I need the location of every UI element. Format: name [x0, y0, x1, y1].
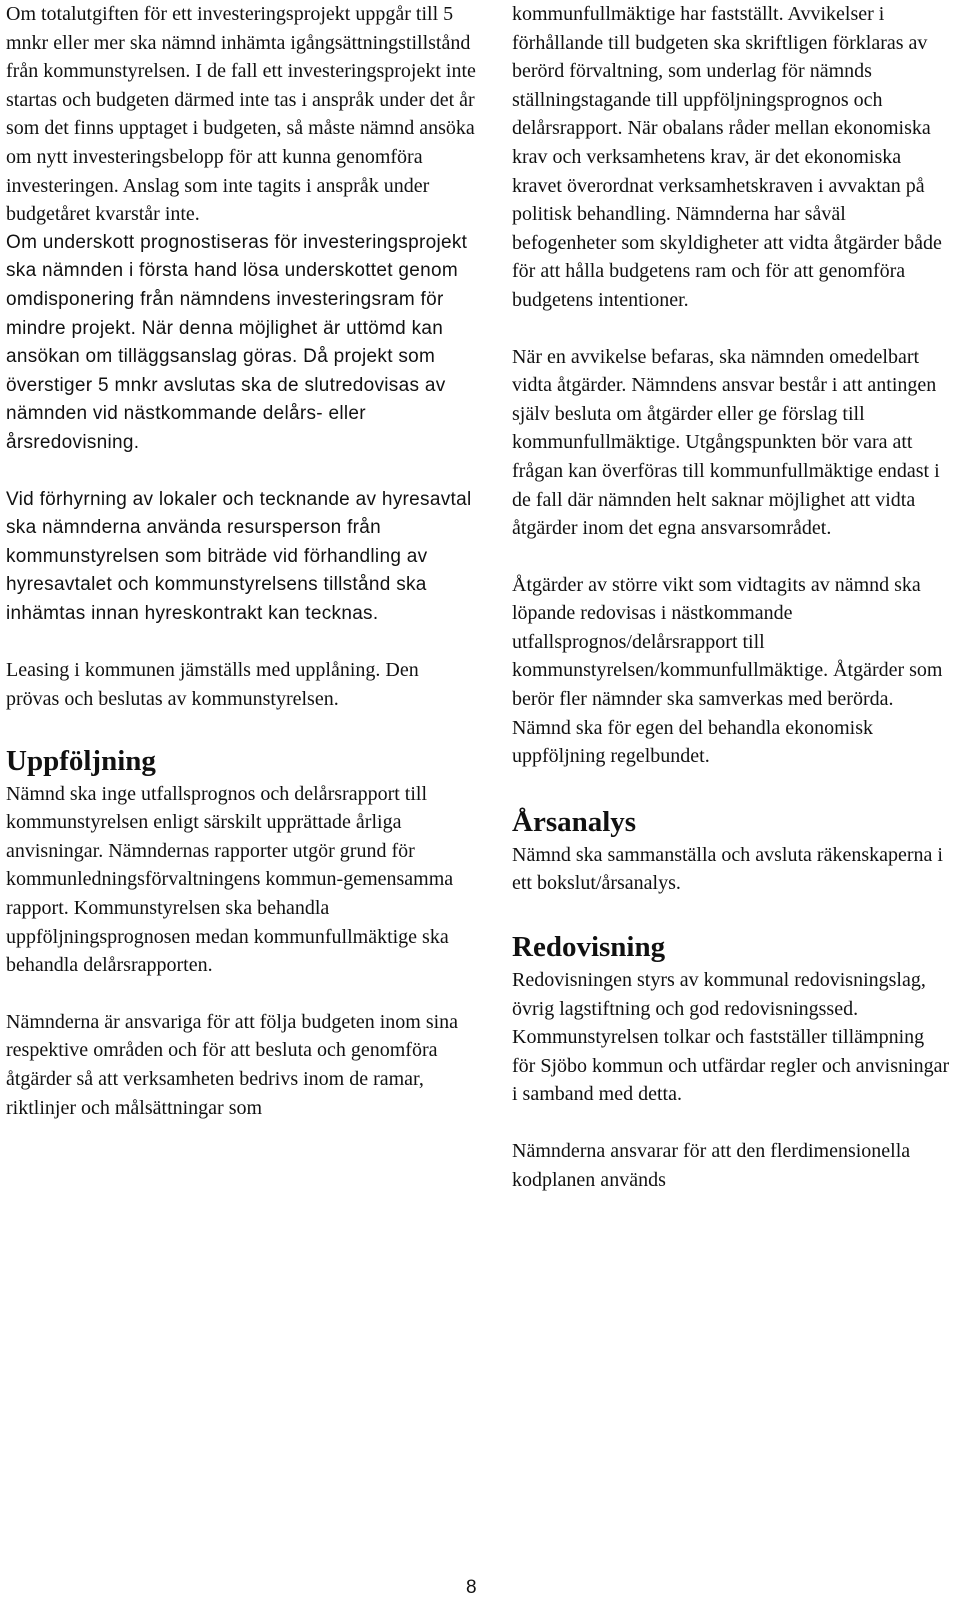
- paragraph-accounting: Redovisningen styrs av kommunal redovisningslag, övrig lagstiftning och god redovisningssed. Kommunstyrelsen tolkar och fastställer tillämpning för Sjöbo kommun och utfärdar regler och anvisningar i samband med detta.: [512, 969, 950, 1106]
- heading-redovisning: Redovisning: [512, 931, 666, 964]
- paragraph-investment-permit: Om totalutgiften för ett investeringsprojekt uppgår till 5 mnkr eller mer ska nämnd inhämta igångsättningstillstånd från kommunstyrelsen. I de fall ett investeringsprojekt inte startas och budgeten därmed inte tas i anspråk under det år som det finns upptaget i budgeten, så måste nämnd ansöka om nytt investeringsbelopp för att kunna genomföra investeringen. Anslag som inte tagits i anspråk under budgetåret kvarstår inte.: [6, 3, 476, 226]
- paragraph-code-plan: Nämnderna ansvarar för att den flerdimensionella kodplanen används: [512, 1140, 911, 1191]
- paragraph-investment-deficit: Om underskott prognostiseras för investeringsprojekt ska nämnden i första hand lösa underskottet genom omdisponering från nämndens investeringsram för mindre projekt. När denna möjlighet är uttömd kan ansökan om tilläggsanslag göras. Då projekt som överstiger 5 mnkr avslutas ska de slutredovisas av nämnden vid nästkommande delårs- eller årsredovisning.: [6, 231, 468, 453]
- paragraph-deviation-measures: När en avvikelse befaras, ska nämnden omedelbart vidta åtgärder. Nämndens ansvar består i att antingen själv besluta om åtgärder eller ge förslag till kommunfullmäktige. Utgångspunkten bör vara att frågan kan överföras till kommunfullmäktige endast i de fall där nämnden helt saknar möjlighet att vidta åtgärder inom det egna ansvarsområdet.: [512, 345, 940, 540]
- paragraph-deviations: kommunfullmäktige har fastställt. Avvikelser i förhållande till budgeten ska skriftligen förklaras av berörd förvaltning, som underlag för nämnds ställningstagande till uppföljningsprognos och delårsrapport. När obalans råder mellan ekonomiska krav och verksamhetens krav, är det ekonomiska kravet överordnat verksamhetskraven i avvaktan på politisk behandling. Nämnderna har såväl befogenheter som skyldigheter att vidta åtgärder både för att hålla budgetens ram och för att genomföra budgetens intentioner.: [512, 3, 942, 311]
- heading-arsanalys: Årsanalys: [512, 805, 637, 838]
- paragraph-leasing: Leasing i kommunen jämställs med upplåning. Den prövas och beslutas av kommunstyrelsen.: [6, 659, 419, 711]
- paragraph-budget-responsibility: Nämnderna är ansvariga för att följa budgeten inom sina respektive områden och för att besluta och genomföra åtgärder så att verksamheten bedrivs inom de ramar, riktlinjer och målsättningar som: [6, 1010, 459, 1119]
- paragraph-annual-analysis: Nämnd ska sammanställa och avsluta räkenskaperna i ett bokslut/årsanalys.: [512, 843, 943, 895]
- heading-uppfoljning: Uppföljning: [6, 744, 156, 777]
- right-column: [512, 0, 952, 1194]
- paragraph-forecast-report: Nämnd ska inge utfallsprognos och delårsrapport till kommunstyrelsen enligt särskilt upprättade årliga anvisningar. Nämndernas rapporter utgör grund för kommunledningsförvaltningens kommun-gemensamma rapport. Kommunstyrelsen ska behandla uppföljningsprognosen medan kommunfullmäktige ska behandla delårsrapporten.: [6, 782, 454, 977]
- paragraph-major-measures: Åtgärder av större vikt som vidtagits av nämnd ska löpande redovisas i nästkommande utfallsprognos/delårsrapport till kommunstyrelsen/kommunfullmäktige. Åtgärder som berör fler nämnder ska samverkas med berörda. Nämnd ska för egen del behandla ekonomisk uppföljning regelbundet.: [512, 573, 943, 768]
- left-column: [6, 0, 476, 1122]
- paragraph-premises-rental: Vid förhyrning av lokaler och tecknande av hyresavtal ska nämnderna använda resursperson från kommunstyrelsen som biträde vid förhandling av hyresavtalet och kommunstyrelsens tillstånd ska inhämtas innan hyreskontrakt kan tecknas.: [6, 488, 472, 624]
- page-number: 8: [466, 1577, 477, 1598]
